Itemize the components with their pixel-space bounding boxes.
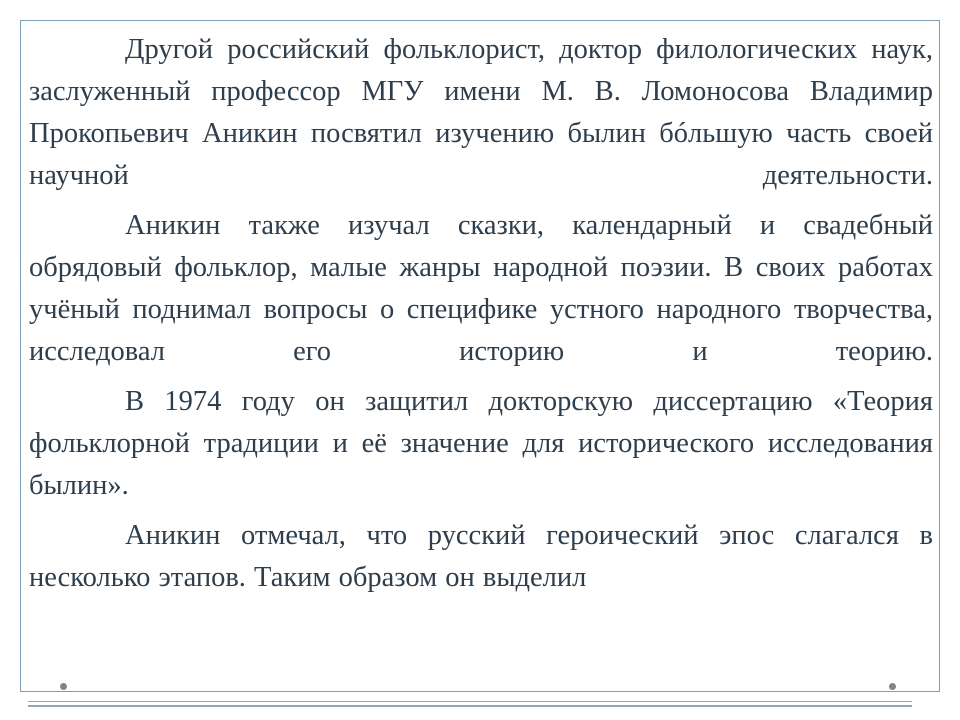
footer-rule-thin: [28, 701, 912, 702]
decorative-dot-left: [60, 683, 67, 690]
paragraph-4: Аникин отмечал, что русский героический эпос слагался в несколько этапов. Таким образом он выделил: [29, 520, 933, 593]
paragraph-1: Другой российский фольклорист, доктор филологических наук, заслуженный профессор МГУ имени М. В. Ломоносова Владимир Прокопьевич Аникин посвятил изучению былин бóльшую часть своей научной деятельности.: [29, 34, 933, 191]
footer-rule-thick: [28, 705, 912, 707]
decorative-dot-right: [889, 683, 896, 690]
slide-text-body: [29, 29, 933, 679]
slide-frame: [20, 20, 940, 692]
paragraph-2: Аникин также изучал сказки, календарный и свадебный обрядовый фольклор, малые жанры народной поэзии. В своих работах учёный поднимал вопросы о специфике устного народного творчества, исследовал его историю и теорию.: [29, 210, 933, 367]
paragraph-3: В 1974 году он защитил докторскую диссертацию «Теория фольклорной традиции и её значение для исторического исследования былин».: [29, 386, 933, 501]
